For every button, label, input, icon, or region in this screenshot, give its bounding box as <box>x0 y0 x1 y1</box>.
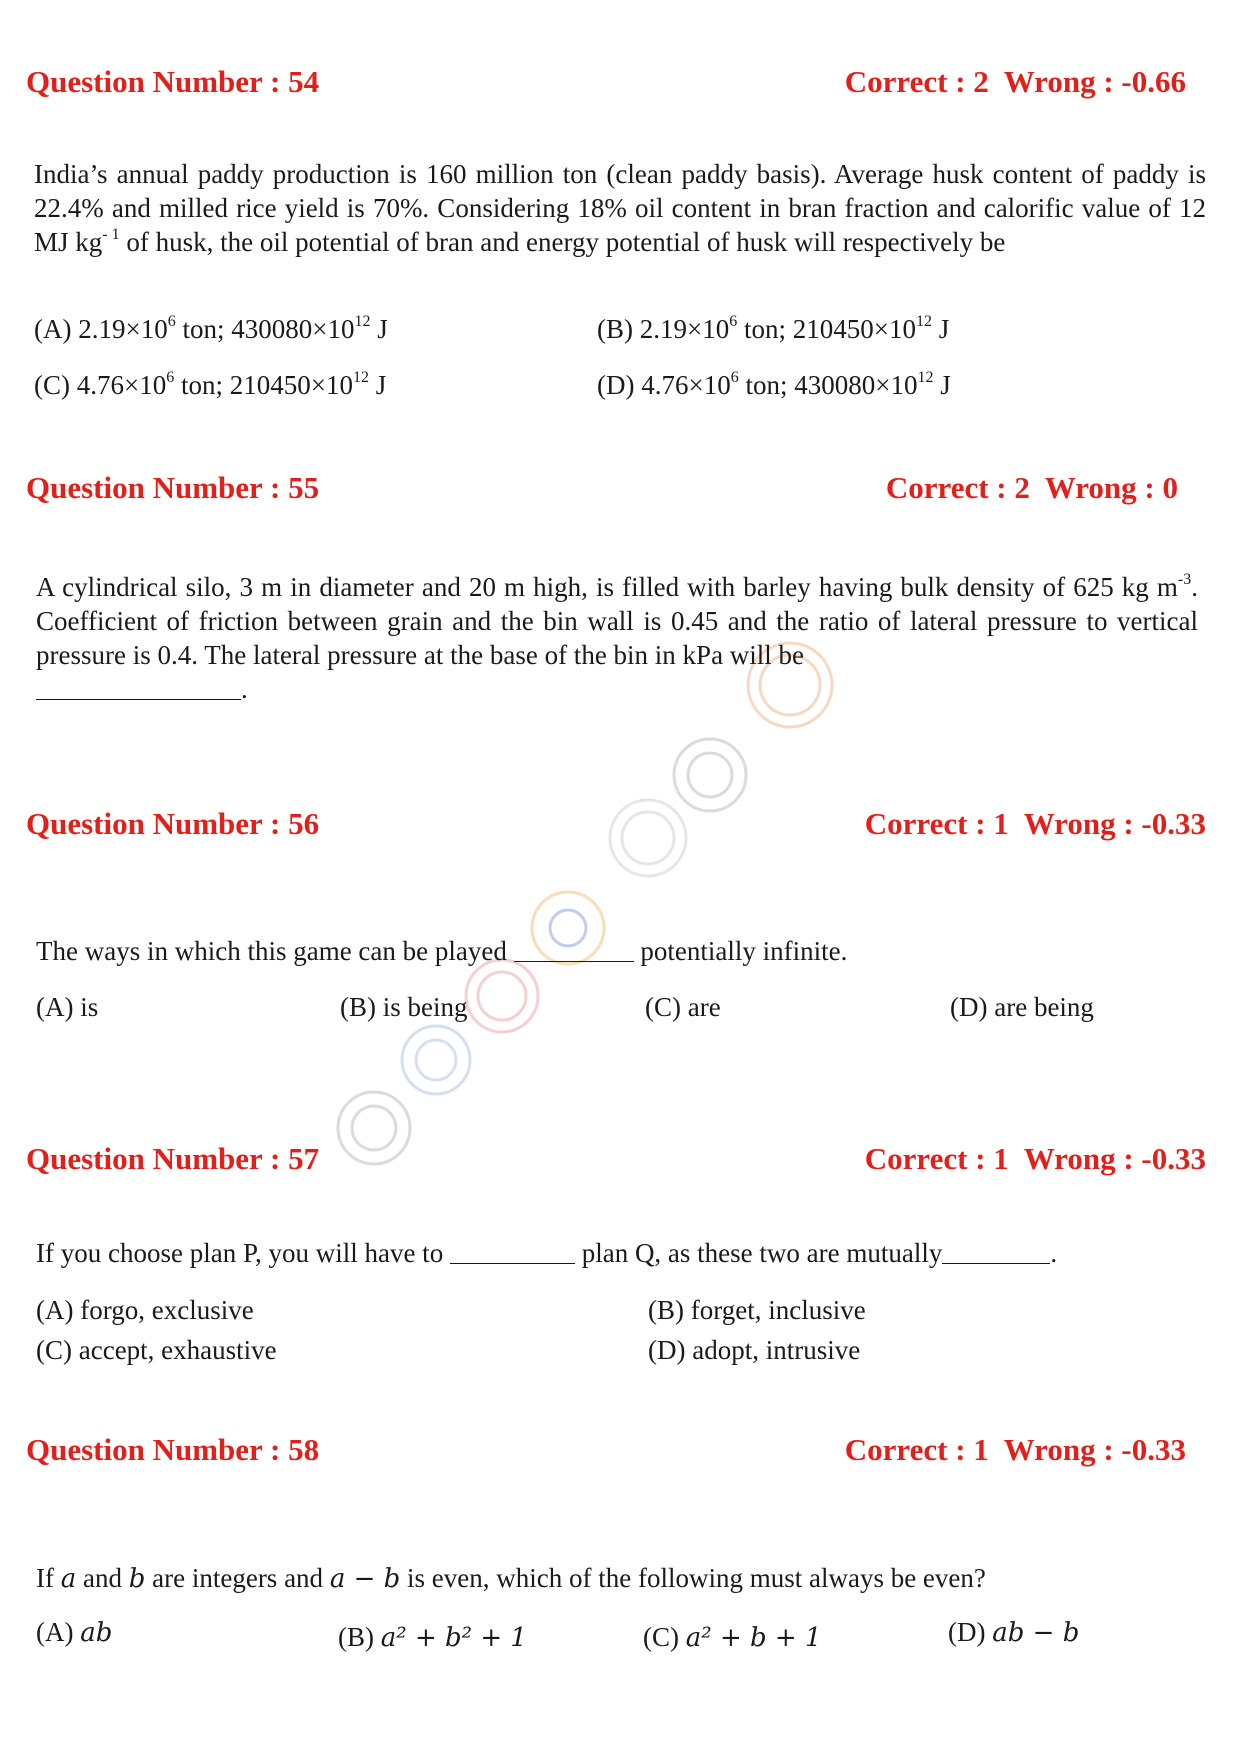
question-number: Question Number : 58 <box>26 1432 320 1467</box>
option-d[interactable]: (D) adopt, intrusive <box>648 1335 861 1365</box>
option-c[interactable]: (C) accept, exhaustive <box>36 1335 277 1365</box>
answer-blank[interactable] <box>514 939 634 962</box>
option-a[interactable]: (A) is <box>36 992 99 1022</box>
marking-scheme: Correct : 1 Wrong : -0.33 <box>844 1432 1186 1467</box>
option-d[interactable]: (D) are being <box>950 992 1094 1022</box>
question-56-header <box>26 804 1206 844</box>
gear-seal-icon <box>402 1026 470 1094</box>
option-c[interactable]: (C) $4.76\times 10^6$ ton; $210450\times 10^{12}$ J <box>34 369 387 400</box>
answer-blank-1[interactable] <box>450 1241 575 1264</box>
question-number: Question Number : 57 <box>26 1141 320 1176</box>
option-b[interactable]: (B) $2.19\times 10^6$ ton; $210450\times 10^{12}$ J <box>597 313 950 344</box>
marking-scheme: Correct : 2 Wrong : 0 <box>885 470 1178 505</box>
marking-scheme: Correct : 1 Wrong : -0.33 <box>864 806 1206 841</box>
option-b[interactable]: (B) is being <box>340 992 468 1022</box>
question-56-text: The ways in which this game can be played potentially infinite. <box>36 936 848 966</box>
option-d[interactable]: (D) ab − b <box>948 1617 1080 1648</box>
question-57-text: If you choose plan P, you will have to plan Q, as these two are mutually . <box>36 1238 1058 1268</box>
question-58-header <box>26 1430 1206 1470</box>
option-a[interactable]: (A) ab <box>36 1617 113 1648</box>
answer-blank[interactable] <box>36 677 241 700</box>
seal-icon <box>466 960 538 1032</box>
option-b[interactable]: (B) a² + b² + 1 <box>338 1622 527 1653</box>
question-number: Question Number : 56 <box>26 806 320 841</box>
question-58-text: If a and b are integers and a − b is even, which of the following must always be even? <box>36 1563 986 1594</box>
answer-blank-2[interactable] <box>942 1241 1050 1264</box>
option-d[interactable]: (D) $4.76\times 10^6$ ton; $430080\times 10^{12}$ J <box>597 369 951 400</box>
question-54-header <box>26 62 1206 102</box>
marking-scheme: Correct : 1 Wrong : -0.33 <box>864 1141 1206 1176</box>
option-a[interactable]: (A) forgo, exclusive <box>36 1295 254 1325</box>
question-number: Question Number : 54 <box>26 64 320 99</box>
option-b[interactable]: (B) forget, inclusive <box>648 1295 866 1325</box>
question-55-header <box>26 468 1206 508</box>
question-54-text: India’s annual paddy production is 160 million ton (clean paddy basis). Average husk content of paddy is 22.4% and milled rice yield is 70%. Considering 18% oil content in bran fraction and calorific value of 12 MJ $kg^{- 1}$ of husk, the oil potential of bran and energy potential of husk will respectively be <box>34 159 1206 257</box>
option-c[interactable]: (C) are <box>645 992 721 1022</box>
question-number: Question Number : 55 <box>26 470 320 505</box>
gear-seal-icon <box>674 739 746 811</box>
option-a[interactable]: (A) $2.19\times 10^6$ ton; $430080\times 10^{12}$ J <box>34 313 388 344</box>
question-57-header <box>26 1139 1206 1179</box>
question-55-text: A cylindrical silo, 3 m in diameter and 20 m high, is filled with barley having bulk density of 625 kg $m^{-3}$. Coefficient of friction between grain and the bin wall is 0.45 and the ratio of lateral pressure to vertical pressure is 0.4. The lateral pressure at the base of the bin in kPa will be . <box>36 571 1198 704</box>
marking-scheme: Correct : 2 Wrong : -0.66 <box>844 64 1186 99</box>
option-c[interactable]: (C) a² + b + 1 <box>643 1622 822 1653</box>
